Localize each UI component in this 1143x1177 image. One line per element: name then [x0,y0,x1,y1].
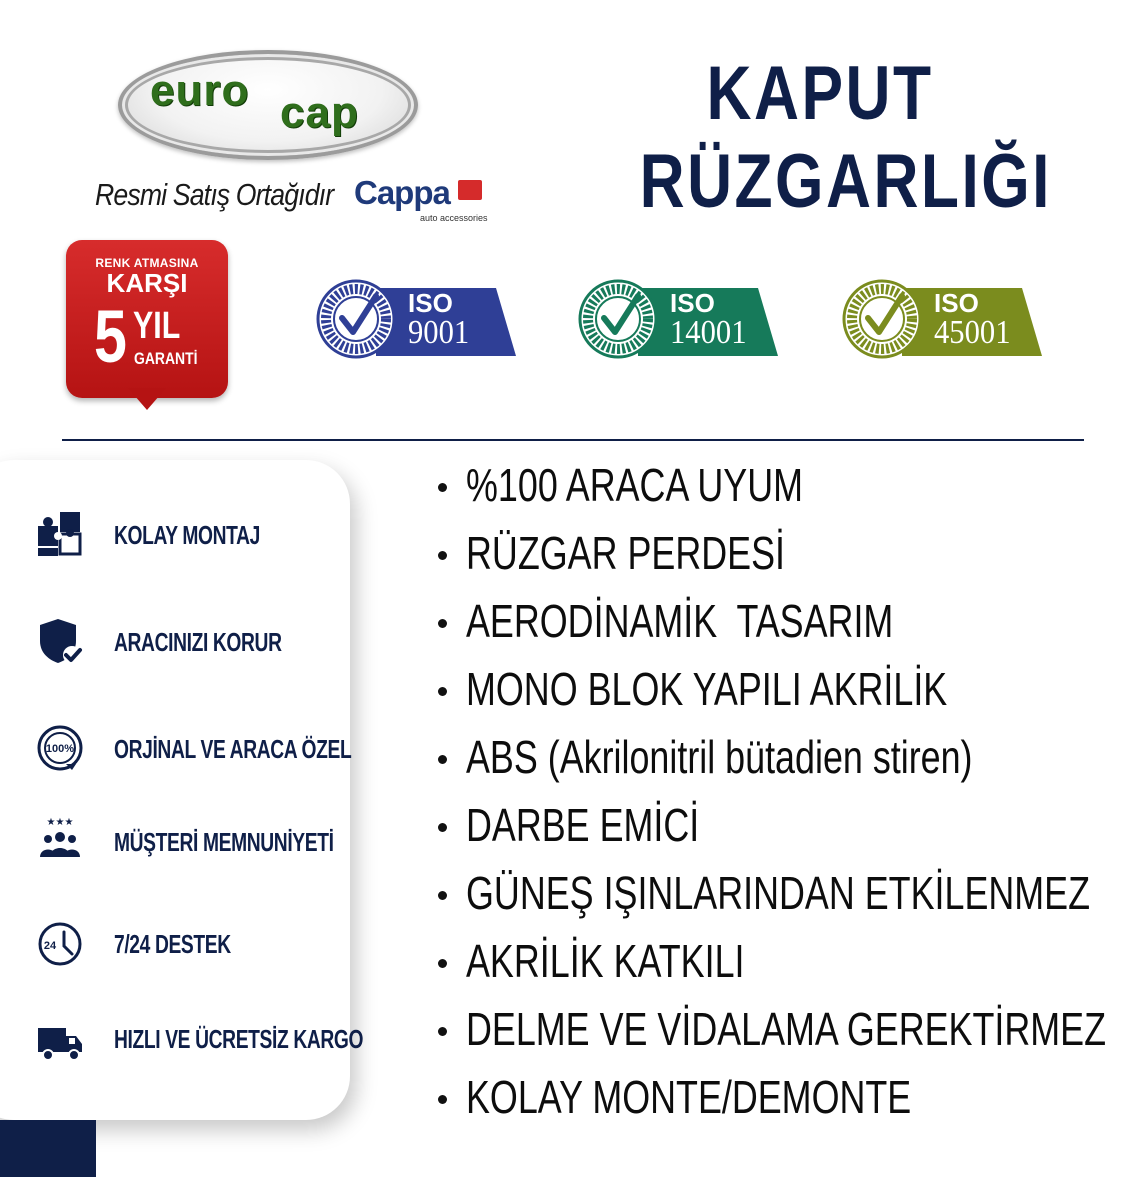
section-divider [62,439,1084,441]
partner-text: Resmi Satış Ortağıdır [95,177,334,212]
bullet-text: GÜNEŞ IŞINLARINDAN ETKİLENMEZ [466,867,1091,919]
feature-label: HIZLI VE ÜCRETSİZ KARGO [114,1024,364,1054]
cappa-subtitle: auto accessories [420,213,488,223]
warranty-unit: YIL [133,305,181,347]
iso-9001-badge [316,278,518,360]
bullet-dot [438,755,447,764]
list-item [436,728,1116,796]
bullet-text: KOLAY MONTE/DEMONTE [466,1071,912,1123]
list-item [436,592,1116,660]
bullet-text: AERODİNAMİK TASARIM [466,595,894,647]
cappa-logo-mark [458,180,482,200]
delivery-truck-icon [36,1018,84,1066]
feature-label: KOLAY MONTAJ [114,520,260,550]
bullet-text: AKRİLİK KATKILI [466,935,745,987]
logo-word-cap: cap [280,88,359,137]
svg-text:24: 24 [43,940,57,952]
iso-label: ISO [408,288,453,318]
iso-label: ISO [934,288,979,318]
bullet-text: ABS (Akrilonitril bütadien stiren) [466,731,973,783]
list-item [436,1000,1116,1068]
bullet-dot [438,1095,447,1104]
puzzle-icon [36,510,84,558]
feature-bullet-list [436,456,1116,1136]
iso-14001-badge [578,278,780,360]
warranty-badge-pointer [128,388,166,410]
feature-label: 7/24 DESTEK [114,929,231,959]
page-title [639,50,1052,226]
bullet-text: RÜZGAR PERDESİ [466,527,785,579]
warranty-label: GARANTİ [134,349,198,368]
feature-label: ARACINIZI KORUR [114,627,282,657]
svg-text:★★★: ★★★ [46,817,74,828]
list-item [436,864,1116,932]
iso-45001-badge [842,278,1044,360]
bullet-dot [438,959,447,968]
bullet-dot [438,1027,447,1036]
bullet-dot [438,823,447,832]
bullet-text: DARBE EMİCİ [466,799,700,851]
bullet-text: %100 ARACA UYUM [466,459,804,511]
bullet-text: MONO BLOK YAPILI AKRİLİK [466,663,948,715]
100-percent-seal-icon [36,724,84,772]
feature-label: MÜŞTERİ MEMNUNİYETİ [114,827,334,857]
feature-label: ORJİNAL VE ARACA ÖZEL [114,734,352,764]
list-item [436,524,1116,592]
warranty-line-2: KARŞI [106,268,188,298]
warranty-number: 5 [94,295,127,378]
list-item [436,932,1116,1000]
cappa-logo: Cappa [354,174,450,211]
bullet-dot [438,483,447,492]
iso-number: 14001 [670,314,747,351]
shield-check-icon [36,617,84,665]
svg-text:100%: 100% [45,743,75,755]
bullet-dot [438,619,447,628]
corner-accent [0,1120,96,1177]
title-line-1: KAPUT [706,51,934,136]
iso-number: 45001 [934,314,1011,351]
logo-word-euro: euro [150,66,250,115]
bullet-text: DELME VE VİDALAMA GEREKTİRMEZ [466,1003,1107,1055]
list-item [436,660,1116,728]
customers-stars-icon [36,815,84,863]
iso-number: 9001 [408,314,470,351]
warranty-line-1: RENK ATMASINA [95,256,199,270]
list-item [436,456,1116,524]
bullet-dot [438,687,447,696]
iso-label: ISO [670,288,715,318]
title-line-2: RÜZGARLIĞI [639,139,1052,224]
list-item [436,796,1116,864]
list-item [436,1068,1116,1136]
bullet-dot [438,551,447,560]
bullet-dot [438,891,447,900]
24-hour-clock-icon [36,920,84,968]
